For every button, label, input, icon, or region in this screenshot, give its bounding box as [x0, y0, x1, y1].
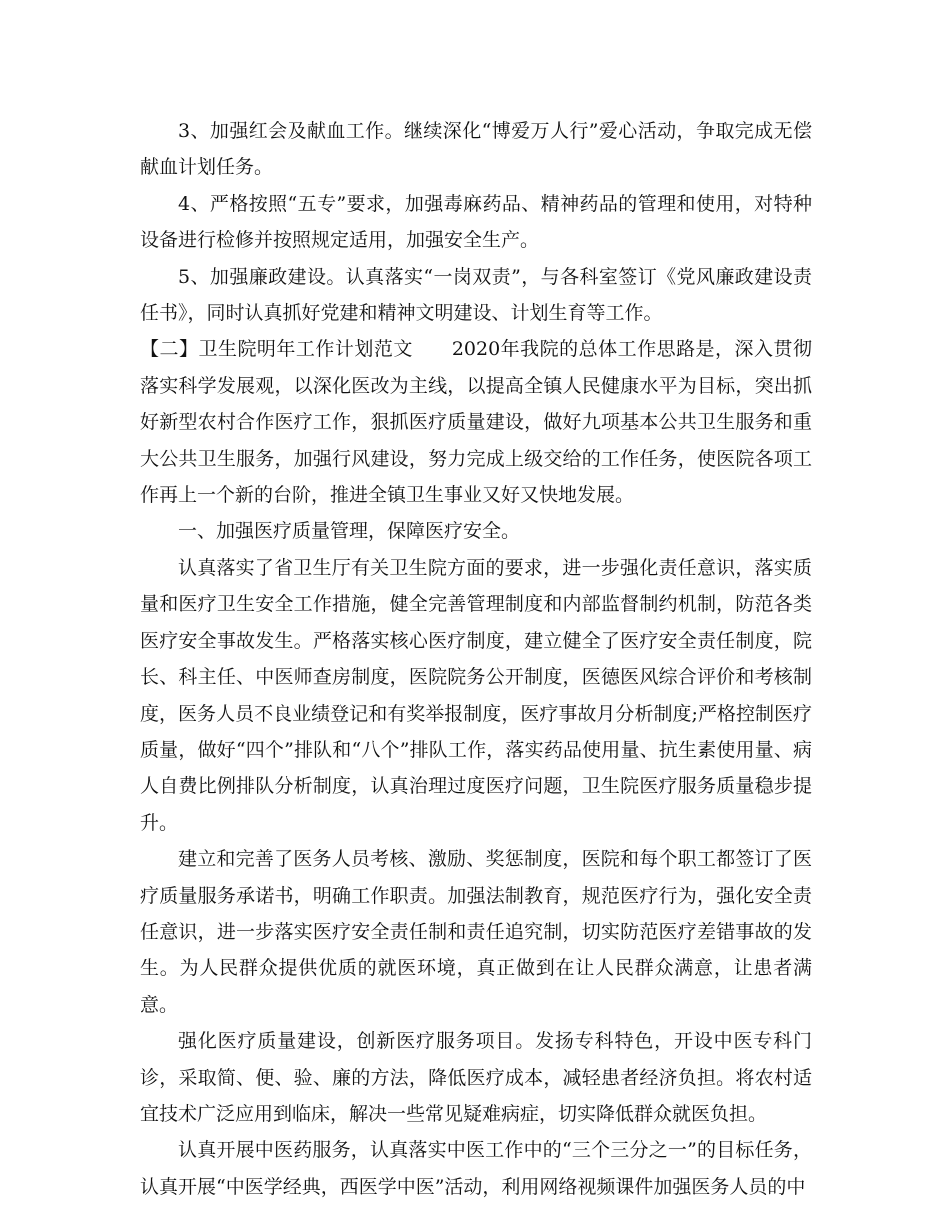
body-paragraph: 建立和完善了医务人员考核、激励、奖惩制度，医院和每个职工都签订了医疗质量服务承诺书，明确工作职责。加强法制教育，规范医疗行为，强化安全责任意识，进一步落实医疗安全责任制和责任追究制，切实防范医疗差错事故的发生。为人民群众提供优质的就医环境，真正做到在让人民群众满意，让患者满意。	[140, 848, 812, 1016]
body-paragraph: 强化医疗质量建设，创新医疗服务项目。发扬专科特色，开设中医专科门诊，采取简、便、验、廉的方法，降低医疗成本，减轻患者经济负担。将农村适宜技术广泛应用到临床，解决一些常见疑难病症，切实降低群众就医负担。	[140, 1030, 812, 1125]
section-two-paragraph: 【二】卫生院明年工作计划范文 2020年我院的总体工作思路是，深入贯彻落实科学发展观，以深化医改为主线，以提高全镇人民健康水平为目标，突出抓好新型农村合作医疗工作，狠抓医疗质量建设，做好九项基本公共卫生服务和重大公共卫生服务，加强行风建设，努力完成上级交给的工作任务，使医院各项工作再上一个新的台阶，推进全镇卫生事业又好又快地发展。	[140, 338, 812, 507]
section-heading-one: 一、加强医疗质量管理，保障医疗安全。	[178, 520, 521, 543]
paragraph-item-5: 5、加强廉政建设。认真落实“一岗双责”，与各科室签订《党风廉政建设责任书》，同时认真抓好党建和精神文明建设、计划生育等工作。	[140, 265, 812, 325]
body-paragraph: 认真开展中医药服务，认真落实中医工作中的“三个三分之一”的目标任务，认真开展“中医学经典，西医学中医”活动，利用网络视频课件加强医务人员的中	[140, 1139, 812, 1198]
document-body	[140, 113, 812, 1205]
paragraph-item-4: 4、严格按照“五专”要求，加强毒麻药品、精神药品的管理和使用，对特种设备进行检修并按照规定适用，加强安全生产。	[140, 192, 812, 252]
body-paragraph: 认真落实了省卫生厅有关卫生院方面的要求，进一步强化责任意识，落实质量和医疗卫生安全工作措施，健全完善管理制度和内部监督制约机制，防范各类医疗安全事故发生。严格落实核心医疗制度，建立健全了医疗安全责任制度，院长、科主任、中医师查房制度，医院院务公开制度，医德医风综合评价和考核制度，医务人员不良业绩登记和有奖举报制度，医疗事故月分析制度;严格控制医疗质量，做好“四个”排队和“八个”排队工作，落实药品使用量、抗生素使用量、病人自费比例排队分析制度，认真治理过度医疗问题，卫生院医疗服务质量稳步提升。	[140, 556, 812, 834]
paragraph-item-3: 3、加强红会及献血工作。继续深化“博爱万人行”爱心活动，争取完成无偿献血计划任务。	[140, 120, 812, 179]
